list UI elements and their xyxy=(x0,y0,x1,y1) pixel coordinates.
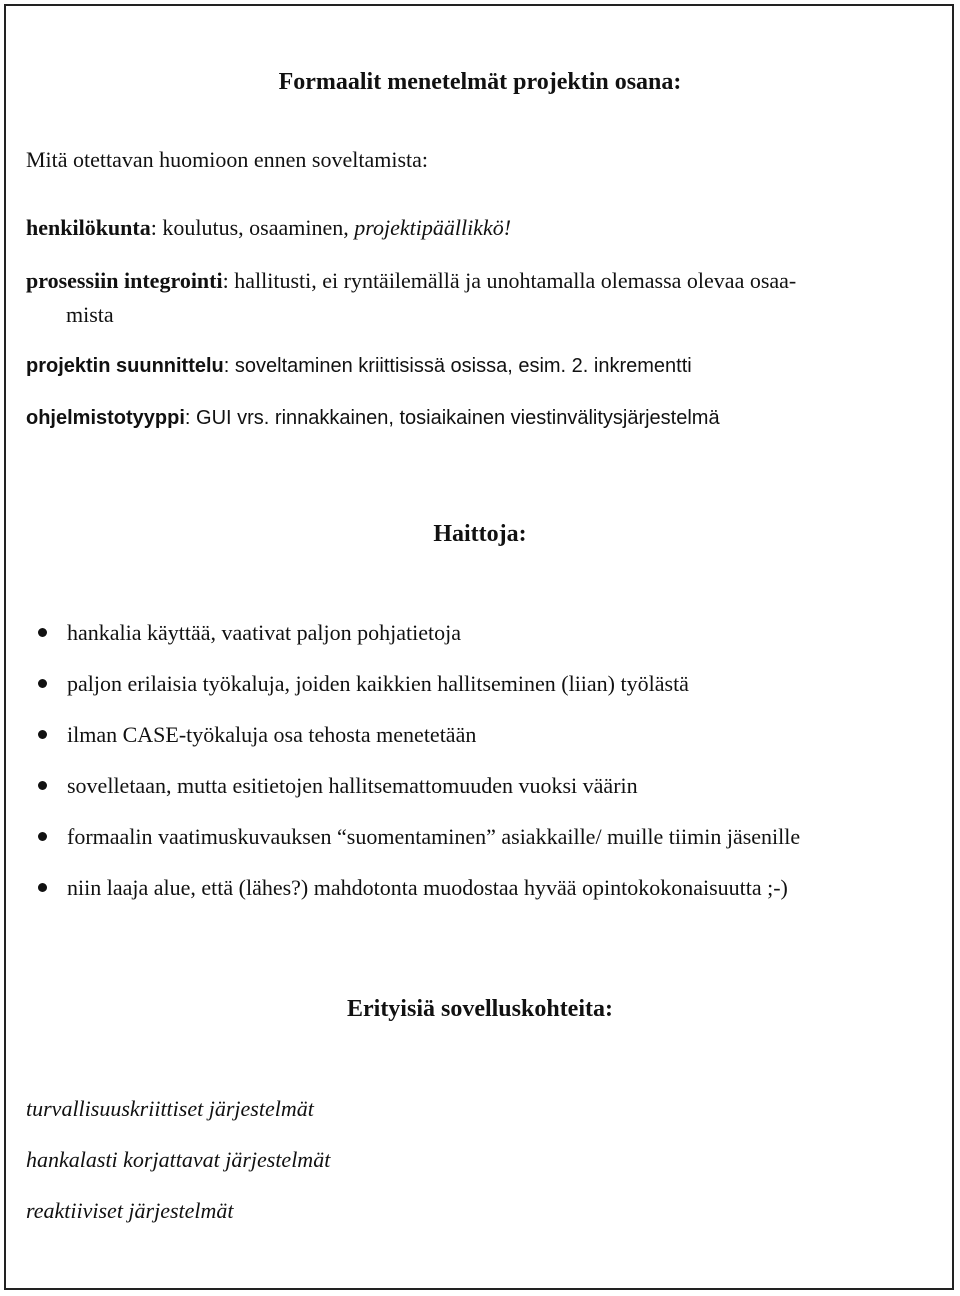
item-term: henkilökunta xyxy=(26,215,151,240)
list-item: paljon erilaisia työkaluja, joiden kaikkien hallitseminen (liian) työlästä xyxy=(38,669,689,699)
list-item: niin laaja alue, että (lähes?) mahdotonta muodostaa hyvää opintokokonaisuutta ;-) xyxy=(38,873,788,903)
item-text: GUI vrs. xyxy=(196,407,275,429)
section-title-formal-methods: Formaalit menetelmät projektin osana: xyxy=(278,69,682,95)
item-emphasis: projektipäällikkö! xyxy=(354,215,512,240)
item-term: projektin suunnittelu xyxy=(26,355,224,377)
list-item: ilman CASE-työkaluja osa tehosta menetetään xyxy=(38,720,476,750)
section-title-special-applications: Erityisiä sovelluskohteita: xyxy=(346,996,613,1022)
bullet-icon xyxy=(38,730,47,739)
item-term: prosessiin integrointi xyxy=(26,268,223,293)
list-item: sovelletaan, mutta esitietojen hallitsemattomuuden vuoksi väärin xyxy=(38,771,638,801)
item-process-integration: prosessiin integrointi: hallitusti, ei ryntäilemällä ja unohtamalla olemassa olevaa osaa- xyxy=(26,268,797,293)
list-item: reaktiiviset järjestelmät xyxy=(26,1198,234,1223)
bullet-icon xyxy=(38,832,47,841)
item-text-cont: rinnakkainen, tosiaikainen viestinvälitysjärjestelmä xyxy=(274,407,720,429)
bullet-icon xyxy=(38,679,47,688)
item-text: soveltaminen kriittisissä osissa, esim. 2. inkrementti xyxy=(234,355,692,377)
intro-text: Mitä otettavan huomioon ennen soveltamista: xyxy=(26,147,429,172)
list-item: turvallisuuskriittiset järjestelmät xyxy=(26,1096,314,1121)
section-title-drawbacks: Haittoja: xyxy=(433,521,527,547)
item-text: hallitusti, ei ryntäilemällä ja unohtamalla olemassa olevaa osaa- xyxy=(234,268,797,293)
list-item: hankalasti korjattavat järjestelmät xyxy=(26,1147,331,1172)
item-software-type: ohjelmistotyyppi: GUI vrs. rinnakkainen, tosiaikainen viestinvälitysjärjestelmä xyxy=(26,407,720,429)
item-personnel: henkilökunta: koulutus, osaaminen, projektipäällikkö! xyxy=(26,215,512,240)
item-project-planning: projektin suunnittelu: soveltaminen kriittisissä osissa, esim. 2. inkrementti xyxy=(26,355,692,377)
list-item: formaalin vaatimuskuvauksen “suomentaminen” asiakkaille/ muille tiimin jäsenille xyxy=(38,822,800,852)
item-text: koulutus, osaaminen, xyxy=(162,215,355,240)
bullet-icon xyxy=(38,781,47,790)
list-item: hankalia käyttää, vaativat paljon pohjatietoja xyxy=(38,618,461,648)
item-term: ohjelmistotyyppi xyxy=(26,407,185,429)
item-continuation: mista xyxy=(66,302,114,327)
bullet-icon xyxy=(38,883,47,892)
bullet-icon xyxy=(38,628,47,637)
